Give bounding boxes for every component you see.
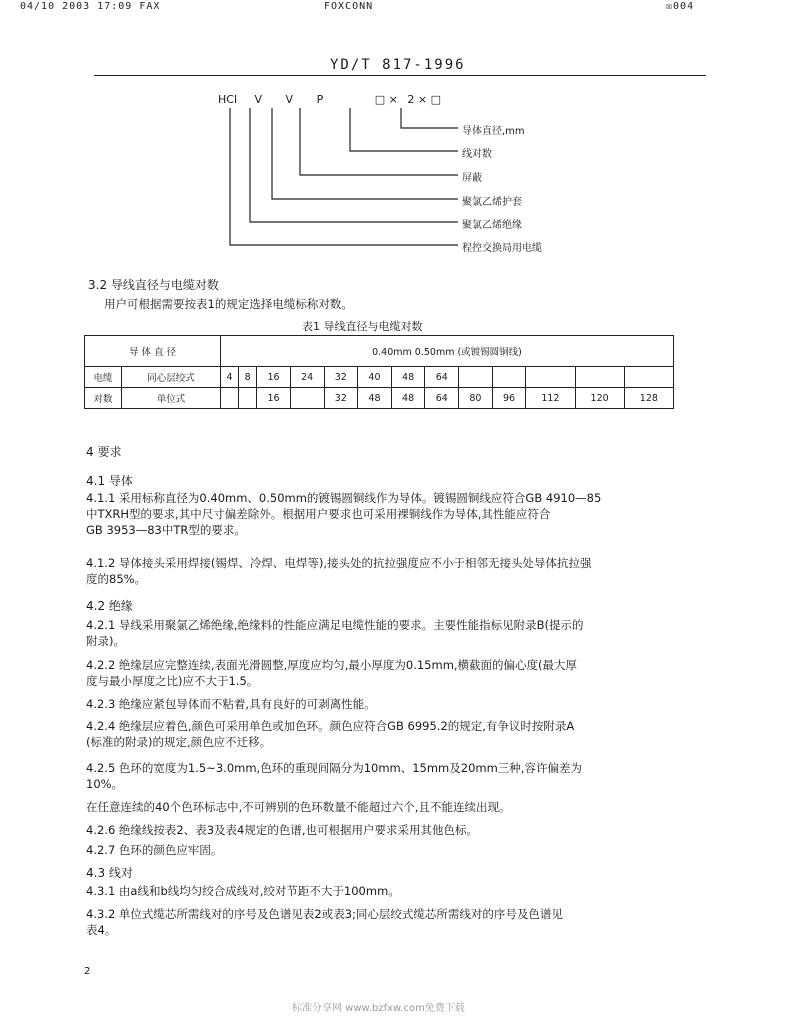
section-4-3-heading: 4.3 线对 bbox=[86, 866, 133, 880]
paragraph-4-2-5 bbox=[86, 760, 582, 815]
table-cell: 96 bbox=[492, 388, 526, 409]
section-3-2-heading: 3.2 导线直径与电缆对数 bbox=[88, 278, 219, 292]
code-part: × bbox=[388, 93, 398, 106]
code-part: × bbox=[417, 93, 428, 106]
code-part: HCl bbox=[218, 93, 238, 106]
table-cell: 8 bbox=[239, 367, 257, 388]
text-line: GB 3953—83中TR型的要求。 bbox=[86, 523, 246, 537]
paragraph-4-1-2 bbox=[86, 555, 592, 587]
text-line: 中TXRH型的要求,其中尺寸偏差除外。根据用户要求也可采用裸铜线作为导体,其性能应符合 bbox=[86, 507, 551, 521]
standard-id: YD/T 817-1996 bbox=[330, 57, 466, 73]
text-line: 度的85%。 bbox=[86, 572, 147, 586]
fax-icon: ☒ bbox=[666, 1, 674, 12]
table-cell: 120 bbox=[575, 388, 624, 409]
section-4-heading: 4 要求 bbox=[86, 445, 122, 459]
code-label: 程控交换局用电缆 bbox=[462, 243, 542, 254]
table-cell: 16 bbox=[257, 388, 291, 409]
table-row bbox=[85, 388, 674, 409]
text-line: 4.2.7 色环的颜色应牢固。 bbox=[86, 843, 223, 857]
paragraph-4-3-2 bbox=[86, 906, 563, 938]
table-cell bbox=[459, 367, 493, 388]
text-line: 4.1.1 采用标称直径为0.40mm、0.50mm的镀锡圆铜线作为导体。镀锡圆铜线应符合GB 4910—85 bbox=[86, 491, 602, 505]
row-group-label: 对数 bbox=[85, 388, 122, 409]
table-cell bbox=[221, 388, 239, 409]
row-name: 单位式 bbox=[122, 388, 221, 409]
paragraph-4-2-3 bbox=[86, 696, 376, 712]
table1-header-value: 0.40mm 0.50mm (或镀锡圆铜线) bbox=[221, 336, 674, 367]
code-part: V bbox=[254, 93, 263, 106]
paragraph-4-2-6 bbox=[86, 822, 478, 838]
row-name: 同心层绞式 bbox=[122, 367, 221, 388]
table-cell: 128 bbox=[624, 388, 673, 409]
code-label: 聚氯乙烯护套 bbox=[462, 197, 522, 208]
text-line: 4.2.2 绝缘层应完整连续,表面光滑圆整,厚度应均匀,最小厚度为0.15mm,横截面的偏心度(最大厚 bbox=[86, 658, 578, 672]
text-line: 4.1.2 导体接头采用焊接(锡焊、冷焊、电焊等),接头处的抗拉强度应不小于相邻无接头处导体抗拉强 bbox=[86, 556, 592, 570]
table-cell bbox=[239, 388, 257, 409]
row-group-label: 电缆 bbox=[85, 367, 122, 388]
table1-header-label: 导 体 直 径 bbox=[85, 336, 221, 367]
code-label: 线对数 bbox=[462, 149, 492, 160]
code-label: 屏蔽 bbox=[462, 173, 482, 184]
paragraph-4-2-2 bbox=[86, 657, 577, 689]
table-cell: 24 bbox=[290, 367, 324, 388]
code-part: V bbox=[285, 93, 294, 106]
table-cell: 4 bbox=[221, 367, 239, 388]
code-label: 聚氯乙烯绝缘 bbox=[462, 220, 522, 231]
table-cell: 40 bbox=[358, 367, 392, 388]
table-cell: 80 bbox=[459, 388, 493, 409]
text-line: 在任意连续的40个色环标志中,不可辨别的色环数量不能超过六个,且不能连续出现。 bbox=[86, 800, 511, 814]
table-cell bbox=[290, 388, 324, 409]
table-cell: 48 bbox=[391, 388, 425, 409]
table-cell: 48 bbox=[358, 388, 392, 409]
fax-datetime: 04/10 2003 17:09 FAX bbox=[20, 1, 161, 12]
table-cell bbox=[624, 367, 673, 388]
table1 bbox=[84, 335, 674, 409]
text-line: 4.2.5 色环的宽度为1.5~3.0mm,色环的重现间隔分为10mm、15mm及20mm三种,容许偏差为 bbox=[86, 761, 582, 775]
table1-title: 表1 导线直径与电缆对数 bbox=[302, 320, 423, 333]
fax-company: FOXCONN bbox=[324, 1, 374, 12]
section-4-2-heading: 4.2 绝缘 bbox=[86, 599, 133, 613]
paragraph-4-3-1 bbox=[86, 883, 400, 899]
text-line: 4.2.4 绝缘层应着色,颜色可采用单色或加色环。颜色应符合GB 6995.2的规定,有争议时按附录A bbox=[86, 719, 575, 733]
code-part: □ bbox=[374, 93, 386, 106]
table-cell: 112 bbox=[526, 388, 575, 409]
section-3-2-text: 用户可根据需要按表1的规定选择电缆标称对数。 bbox=[104, 297, 353, 311]
text-line: 4.2.1 导线采用聚氯乙烯绝缘,绝缘料的性能应满足电缆性能的要求。主要性能指标见附录B(提示的 bbox=[86, 618, 584, 632]
table-cell: 16 bbox=[257, 367, 291, 388]
fax-page: ☒004 bbox=[666, 1, 695, 12]
code-part: □ bbox=[430, 93, 441, 106]
text-line: 4.3.1 由a线和b线均匀绞合成线对,绞对节距不大于100mm。 bbox=[86, 884, 400, 898]
table-cell: 48 bbox=[391, 367, 425, 388]
text-line: 4.3.2 单位式缆芯所需线对的序号及色谱见表2或表3;同心层绞式缆芯所需线对的序号及色谱见 bbox=[86, 907, 563, 921]
table-cell bbox=[575, 367, 624, 388]
table-cell bbox=[526, 367, 575, 388]
table-row bbox=[85, 367, 674, 388]
text-line: 4.2.3 绝缘应紧包导体而不粘着,具有良好的可剥离性能。 bbox=[86, 697, 376, 711]
paragraph-4-2-1 bbox=[86, 617, 583, 649]
watermark: 标准分享网 www.bzfxw.com免费下载 bbox=[292, 1003, 465, 1014]
paragraph-4-2-4 bbox=[86, 718, 574, 750]
table-cell: 32 bbox=[324, 367, 358, 388]
table-cell: 32 bbox=[324, 388, 358, 409]
text-line: 表4。 bbox=[86, 923, 117, 937]
table-cell bbox=[492, 367, 526, 388]
text-line: 度与最小厚度之比)应不大于1.5。 bbox=[86, 674, 259, 688]
code-label: 导体直径,mm bbox=[462, 126, 525, 137]
paragraph-4-1-1 bbox=[86, 490, 601, 538]
code-part: P bbox=[316, 93, 324, 106]
page-number: 2 bbox=[84, 966, 91, 977]
text-line: 10%。 bbox=[86, 777, 124, 791]
paragraph-4-2-7 bbox=[86, 842, 222, 858]
table-cell: 64 bbox=[425, 367, 459, 388]
code-part: 2 bbox=[407, 93, 415, 106]
table-cell: 64 bbox=[425, 388, 459, 409]
text-line: 附录)。 bbox=[86, 634, 125, 648]
text-line: (标准的附录)的规定,颜色应不迁移。 bbox=[86, 735, 272, 749]
section-4-1-heading: 4.1 导体 bbox=[86, 474, 133, 488]
text-line: 4.2.6 绝缘线按表2、表3及表4规定的色谱,也可根据用户要求采用其他色标。 bbox=[86, 823, 479, 837]
